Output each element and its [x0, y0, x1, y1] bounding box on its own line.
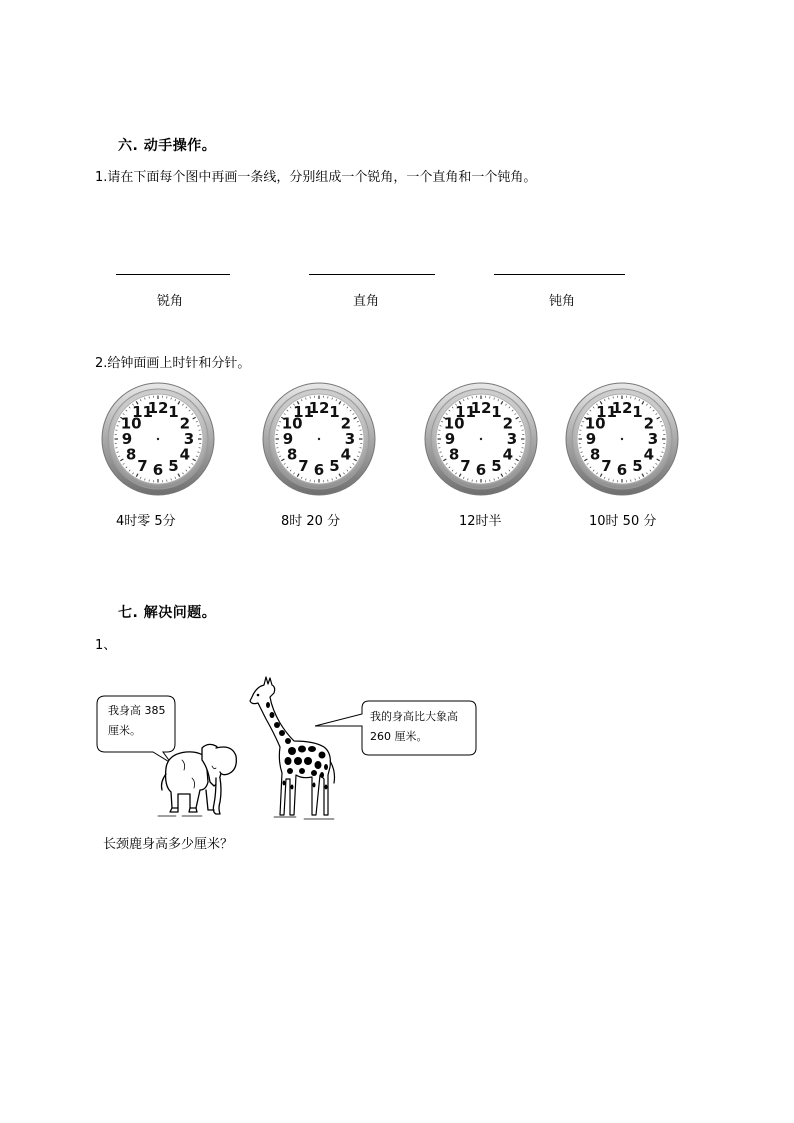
- clock-numeral-5: 5: [491, 456, 502, 475]
- clock-numeral-7: 7: [137, 456, 148, 475]
- clock-numeral-2: 2: [643, 414, 655, 433]
- clock-numeral-12: 12: [308, 399, 330, 417]
- clock-numeral-12: 12: [147, 399, 169, 417]
- clock-numeral-7: 7: [601, 456, 612, 475]
- section-6-title: 六. 动手操作。: [118, 138, 217, 154]
- clock-numeral-4: 4: [643, 445, 655, 464]
- clock-numeral-3: 3: [506, 430, 518, 448]
- clock-numeral-11: 11: [596, 403, 617, 422]
- clock-numeral-2: 2: [179, 414, 191, 433]
- problem-1-number: 1、: [95, 638, 117, 653]
- angle-label-right: 直角: [352, 294, 379, 309]
- clock-face-4[interactable]: [564, 381, 680, 497]
- clock-label-1: 4时零 5分: [116, 514, 176, 529]
- clock-numeral-4: 4: [340, 445, 352, 464]
- clock-numeral-5: 5: [329, 456, 340, 475]
- clock-numeral-11: 11: [132, 403, 153, 422]
- angle-label-acute: 锐角: [156, 294, 183, 309]
- clock-numeral-5: 5: [632, 456, 643, 475]
- angle-base-line-3[interactable]: [494, 274, 625, 275]
- clock-numeral-3: 3: [647, 430, 659, 448]
- giraffe-bubble-line-1: 我的身高比大象高: [370, 710, 458, 723]
- clock-center-dot: [480, 438, 482, 440]
- clock-numeral-10: 10: [281, 414, 303, 433]
- clock-center-dot: [157, 438, 159, 440]
- clock-numeral-10: 10: [584, 414, 606, 433]
- clock-center-dot: [621, 438, 623, 440]
- question-1-text: 1.请在下面每个图中再画一条线，分别组成一个锐角，一个直角和一个钝角。: [95, 170, 537, 185]
- elephant-image: [156, 738, 240, 822]
- clock-numeral-10: 10: [443, 414, 465, 433]
- clock-numeral-9: 9: [444, 430, 456, 448]
- clock-numeral-1: 1: [491, 403, 502, 422]
- clock-numeral-8: 8: [286, 445, 298, 464]
- clock-numeral-8: 8: [448, 445, 460, 464]
- clock-face-3[interactable]: [423, 381, 539, 497]
- angle-base-line-1[interactable]: [116, 274, 230, 275]
- clock-numeral-2: 2: [502, 414, 514, 433]
- elephant-bubble-line-1: 我身高 385: [108, 704, 166, 717]
- question-2-text: 2.给钟面画上时针和分针。: [95, 356, 251, 371]
- clock-numeral-11: 11: [293, 403, 314, 422]
- clock-numeral-4: 4: [502, 445, 514, 464]
- clock-numeral-5: 5: [168, 456, 179, 475]
- clock-face-1[interactable]: [100, 381, 216, 497]
- clock-numeral-1: 1: [168, 403, 179, 422]
- giraffe-bubble-text: [370, 707, 458, 747]
- section-7-title: 七. 解决问题。: [118, 605, 217, 621]
- clock-numeral-3: 3: [344, 430, 356, 448]
- clock-numeral-8: 8: [589, 445, 601, 464]
- clock-numeral-6: 6: [616, 461, 628, 479]
- clock-numeral-1: 1: [632, 403, 643, 422]
- clock-numeral-6: 6: [475, 461, 487, 479]
- clock-numeral-10: 10: [120, 414, 142, 433]
- clock-numeral-6: 6: [152, 461, 164, 479]
- clock-numeral-12: 12: [611, 399, 633, 417]
- clock-label-2: 8时 20 分: [281, 514, 341, 529]
- clock-numeral-9: 9: [282, 430, 294, 448]
- clock-numeral-8: 8: [125, 445, 137, 464]
- clock-numeral-11: 11: [455, 403, 476, 422]
- clock-numeral-2: 2: [340, 414, 352, 433]
- clock-label-4: 10时 50 分: [589, 514, 657, 529]
- clock-center-dot: [318, 438, 320, 440]
- clock-numeral-3: 3: [183, 430, 195, 448]
- clock-numeral-4: 4: [179, 445, 191, 464]
- clock-numeral-1: 1: [329, 403, 340, 422]
- elephant-bubble-line-2: 厘米。: [108, 724, 141, 737]
- clock-label-3: 12时半: [459, 514, 502, 529]
- problem-1-question: 长颈鹿身高多少厘米？: [103, 837, 234, 852]
- clock-numeral-12: 12: [470, 399, 492, 417]
- clock-numeral-7: 7: [460, 456, 471, 475]
- clock-numeral-6: 6: [313, 461, 325, 479]
- clock-face-2[interactable]: [261, 381, 377, 497]
- clock-numeral-9: 9: [121, 430, 133, 448]
- clock-numeral-9: 9: [585, 430, 597, 448]
- angle-label-obtuse: 钝角: [548, 294, 575, 309]
- clock-numeral-7: 7: [298, 456, 309, 475]
- angle-base-line-2[interactable]: [309, 274, 435, 275]
- giraffe-bubble-line-2: 260 厘米。: [370, 730, 428, 743]
- elephant-bubble-text: [108, 701, 166, 741]
